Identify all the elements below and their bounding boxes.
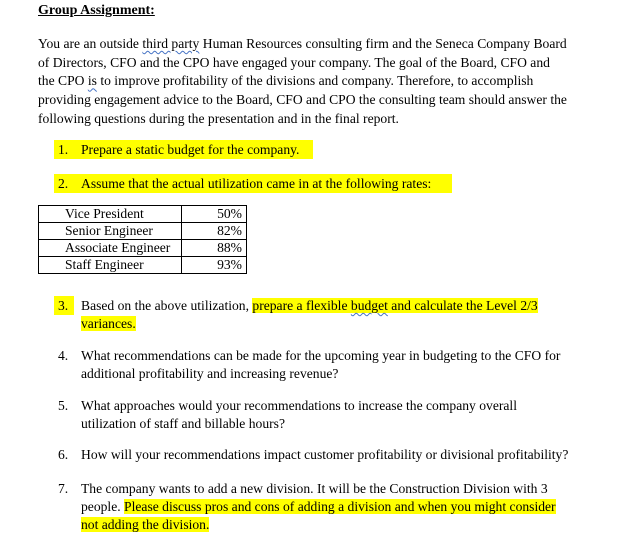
proofing-mark-is: is — [87, 73, 97, 89]
question-text: What approaches would your recommendations to increase the company overall — [81, 398, 517, 413]
question-number: 2. — [58, 176, 69, 191]
highlighted-text: not adding the division. — [81, 517, 210, 532]
proofing-mark-budget: budget — [350, 298, 388, 313]
question-text: Prepare a static budget for the company. — [81, 142, 300, 157]
proofing-mark-third-party: third party — [142, 36, 200, 51]
role-cell: Vice President — [39, 206, 182, 223]
table-row — [39, 257, 247, 274]
question-text — [81, 315, 616, 333]
role-cell: Associate Engineer — [39, 240, 182, 257]
question-text — [81, 516, 616, 534]
highlighted-text: variances. — [81, 316, 136, 331]
question-number: 4. — [58, 348, 69, 363]
table-row — [39, 223, 247, 240]
assignment-heading: Group Assignment: — [38, 3, 155, 18]
question-text: additional profitability and increasing revenue? — [81, 366, 339, 381]
intro-line: following questions during the presentation and in the final report. — [38, 110, 399, 126]
question-text: How will your recommendations impact customer profitability or divisional profitability? — [81, 447, 569, 462]
question-number: 6. — [58, 447, 69, 462]
table-row — [39, 206, 247, 223]
question-text: The company wants to add a new division. It will be the Construction Division with 3 — [81, 481, 548, 496]
question-text: What recommendations can be made for the upcoming year in budgeting to the CFO for — [81, 348, 561, 363]
role-cell: Senior Engineer — [39, 223, 182, 240]
rate-cell: 50% — [182, 206, 247, 223]
intro-line: providing engagement advice to the Board, CFO and CPO the consulting team should answer the — [38, 92, 567, 108]
table-row — [39, 240, 247, 257]
highlighted-text: prepare a flexible budget and calculate the Level 2/3 — [252, 298, 538, 313]
intro-line: of Directors, CFO and the CPO have engaged your company. The goal of the Board, CFO and — [38, 54, 550, 70]
rate-cell: 93% — [182, 257, 247, 274]
question-text: Based on the above utilization, prepare a flexible budget and calculate the Level 2/3 — [81, 298, 538, 313]
question-text: utilization of staff and billable hours? — [81, 416, 285, 431]
question-number: 5. — [58, 398, 69, 413]
intro-paragraph — [38, 35, 608, 129]
intro-line: the CPO is to improve profitability of the divisions and company. Therefore, to accomplish — [38, 73, 534, 89]
question-number: 7. — [58, 481, 69, 496]
question-number: 3. — [58, 298, 69, 313]
highlighted-text: Please discuss pros and cons of adding a division and when you might consider — [124, 499, 556, 514]
question-text: people. Please discuss pros and cons of adding a division and when you might consider — [81, 499, 556, 514]
intro-line: You are an outside third party Human Resources consulting firm and the Seneca Company Board — [38, 36, 567, 51]
utilization-table — [38, 205, 247, 274]
rate-cell: 88% — [182, 240, 247, 257]
question-number: 1. — [58, 142, 69, 157]
role-cell: Staff Engineer — [39, 257, 182, 274]
question-text: Assume that the actual utilization came in at the following rates: — [81, 176, 432, 191]
rate-cell: 82% — [182, 223, 247, 240]
